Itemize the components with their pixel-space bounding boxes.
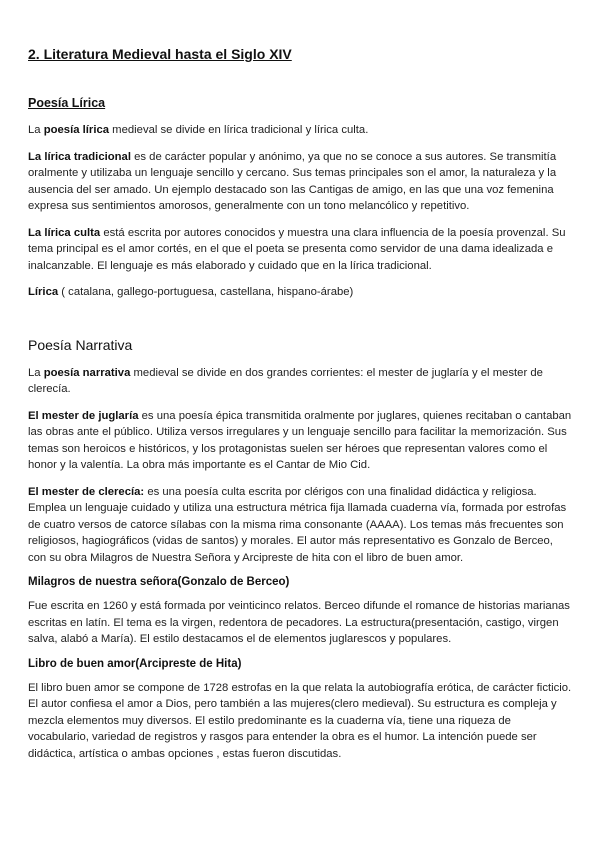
paragraph-narrativa-intro	[28, 365, 572, 398]
paragraph-milagros: Fue escrita en 1260 y está formada por veinticinco relatos. Berceo difunde el romance de historias marianas escritas en latín. El tema es la virgen, redentora de pecadores. La estructura(presentación, castigo, virgen salva, alabó a María). El estilo destacamos el de elementos juglarescos y populares.	[28, 600, 570, 645]
text-mester-clerecia: es una poesía culta escrita por clérigos con una finalidad didáctica y religiosa. Emplea un lenguaje cuidado y utiliza una estructura métrica fija llamada cuaderna vía, formada por estrofas de cuatro versos de catorce sílabas con la misma rima consonante (AAAA). Los temas más frecuentes son religiosos, hagiográficos (vidas de santos) y morales. El autor más representativo es Gonzalo de Berceo, con su obra Milagros de Nuestra Señora y Arcipreste de hita con el libro de buen amor.	[28, 485, 567, 564]
heading-poesia-lirica: Poesía Lírica	[28, 96, 106, 110]
term-mester-clerecia: El mester de clerecía:	[28, 485, 145, 498]
paragraph-lirica-tradicional	[28, 149, 572, 215]
term-lirica-tradicional: La lírica tradicional	[28, 150, 131, 163]
text-mester-juglaria: es una poesía épica transmitida oralmente por juglares, quienes recitaban o cantaban las obras ante el público. Utiliza versos irregulares y un lenguaje sencillo para facilitar la memorización. Sus temas son heroicos e históricos, y los protagonistas suelen ser héroes que representan valores como el honor y la valentía. La obra más importante es el Cantar de Mio Cid.	[28, 409, 572, 471]
text-narrativa-intro-pre: La	[28, 366, 44, 379]
paragraph-mester-clerecia	[28, 484, 572, 567]
paragraph-mester-juglaria	[28, 408, 572, 474]
term-poesia-narrativa: poesía narrativa	[43, 366, 131, 379]
page-title: 2. Literatura Medieval hasta el Siglo XIV	[28, 46, 292, 62]
term-lirica-culta: La lírica culta	[28, 226, 101, 239]
term-lirica: Lírica	[28, 286, 59, 298]
term-mester-juglaria: El mester de juglaría	[28, 409, 139, 422]
section-poesia-lirica	[28, 96, 572, 301]
heading-poesia-narrativa: Poesía Narrativa	[28, 336, 133, 353]
text-lirica-tipos: ( catalana, gallego-portuguesa, castellana, hispano-árabe)	[58, 286, 354, 298]
term-poesia-lirica: poesía lírica	[43, 124, 110, 136]
text-lirica-intro-post: medieval se divide en lírica tradicional y lírica culta.	[109, 124, 369, 136]
text-lirica-intro-pre: La	[28, 124, 44, 136]
paragraph-libro-buen-amor: El libro buen amor se compone de 1728 estrofas en la que relata la autobiografía erótica, de carácter ficticio. El autor confiesa el amor a Dios, pero también a las mujeres(clero medieval). Su estructura es compleja y mezcla elementos muy diversos. El estilo predominante es la cuaderna vía, tiene una riqueza de vocabulario, variedad de registros y rasgos para entender la obra es el humor. La intención puede ser didáctica, artística o ambas opciones , estas fueron discutidas.	[28, 681, 572, 760]
text-narrativa-intro-post: medieval se divide en dos grandes corrientes: el mester de juglaría y el mester de clerecía.	[28, 366, 543, 395]
text-lirica-tradicional: es de carácter popular y anónimo, ya que no se conoce a sus autores. Se transmitía oralmente y utilizaba un lenguaje sencillo y cercano. Sus temas principales son el amor, la naturaleza y la ausencia del ser amado. Un ejemplo destacado son las Cantigas de amigo, en las que una voz femenina expresa sus sentimientos amorosos, generalmente con un tono melancólico y repetitivo.	[28, 150, 557, 212]
paragraph-lirica-culta	[28, 225, 572, 275]
heading-milagros: Milagros de nuestra señora(Gonzalo de Berceo)	[28, 576, 290, 588]
paragraph-lirica-tipos	[28, 284, 572, 301]
heading-libro-buen-amor: Libro de buen amor(Arcipreste de Hita)	[28, 657, 242, 670]
paragraph-lirica-intro	[28, 122, 572, 139]
text-lirica-culta: está escrita por autores conocidos y muestra una clara influencia de la poesía provenzal. Su tema principal es el amor cortés, en el que el poeta se presenta como servidor de una dama idealizada e inalcanzable. El lenguaje es más elaborado y cuidado que en la lírica tradicional.	[28, 226, 566, 272]
section-poesia-narrativa	[28, 337, 572, 763]
